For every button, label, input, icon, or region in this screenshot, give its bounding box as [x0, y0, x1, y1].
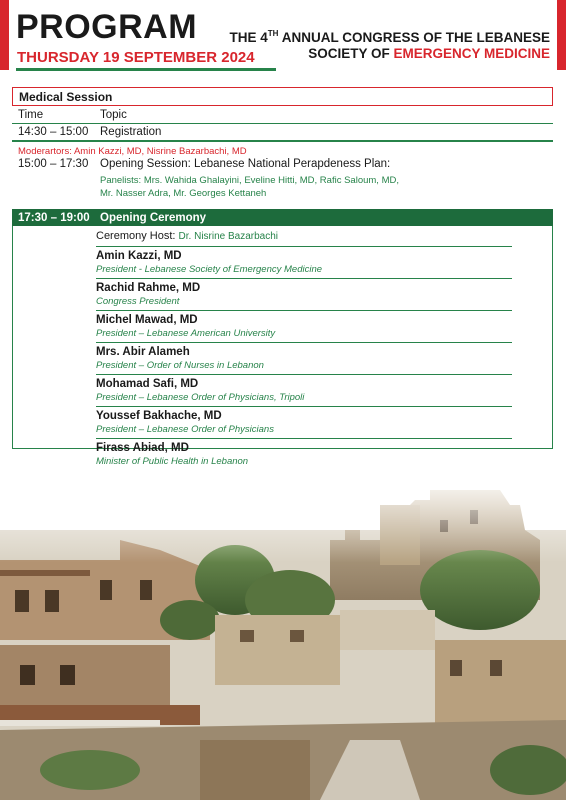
program-date: THURSDAY 19 SEPTEMBER 2024 — [17, 49, 255, 66]
speaker-role: President – Lebanese American University — [96, 328, 276, 339]
speaker-role: President – Order of Nurses in Lebanon — [96, 360, 264, 371]
congress-title — [230, 30, 550, 62]
col-time-header: Time — [18, 108, 44, 121]
registration-topic: Registration — [100, 126, 162, 138]
ceremony-host — [96, 229, 512, 247]
speaker-item — [96, 279, 512, 311]
speaker-role: President – Lebanese Order of Physicians — [96, 424, 274, 435]
panelists-line-1: Panelists: Mrs. Wahida Ghalayini, Eveline Hitti, MD, Rafic Saloum, MD, — [100, 175, 399, 186]
right-accent-bar — [557, 0, 566, 70]
table-header — [12, 106, 553, 124]
title-underline — [16, 68, 276, 71]
schedule-panel — [12, 87, 553, 467]
speaker-name: Michel Mawad, MD — [96, 314, 198, 326]
speaker-item — [96, 439, 512, 470]
opening-session-row — [12, 157, 553, 200]
speaker-name: Firass Abiad, MD — [96, 442, 189, 454]
speaker-item — [96, 247, 512, 279]
speaker-name: Amin Kazzi, MD — [96, 250, 182, 262]
session-title: Medical Session — [12, 87, 553, 106]
registration-row — [12, 124, 553, 142]
speaker-name: Rachid Rahme, MD — [96, 282, 201, 294]
registration-time: 14:30 – 15:00 — [18, 126, 89, 138]
panelists-line-2: Mr. Nasser Adra, Mr. Georges Kettaneh — [100, 188, 267, 199]
opening-topic: Opening Session: Lebanese National Perapdeness Plan: — [100, 158, 391, 170]
left-accent-bar — [0, 0, 9, 70]
moderators-line: Moderartors: Amin Kazzi, MD, Nisrine Bazarbachi, MD — [18, 146, 247, 157]
speaker-role: President – Lebanese Order of Physicians, Tripoli — [96, 392, 305, 403]
speaker-role: Congress President — [96, 296, 180, 307]
program-title: PROGRAM — [16, 8, 198, 46]
speaker-name: Mohamad Safi, MD — [96, 378, 199, 390]
host-label: Ceremony Host: — [96, 230, 176, 242]
speaker-role: President - Lebanese Society of Emergency Medicine — [96, 264, 323, 275]
congress-line-1: THE 4TH ANNUAL CONGRESS OF THE LEBANESE — [229, 29, 550, 45]
congress-line-2: SOCIETY OF EMERGENCY MEDICINE — [308, 46, 550, 61]
speaker-name: Youssef Bakhache, MD — [96, 410, 222, 422]
speaker-item — [96, 375, 512, 407]
speaker-item — [96, 343, 512, 375]
ceremony-time: 17:30 – 19:00 — [18, 211, 90, 224]
opening-time: 15:00 – 17:30 — [18, 158, 89, 170]
speaker-item — [96, 311, 512, 343]
speaker-role: Minister of Public Health in Lebanon — [96, 456, 249, 467]
ceremony-title: Opening Ceremony — [100, 211, 207, 224]
col-topic-header: Topic — [100, 108, 127, 121]
ceremony-body — [12, 226, 553, 467]
host-name: Dr. Nisrine Bazarbachi — [178, 231, 279, 242]
byblos-town-photo — [0, 470, 566, 800]
ceremony-header — [12, 209, 553, 226]
speaker-item — [96, 407, 512, 439]
speaker-name: Mrs. Abir Alameh — [96, 346, 190, 358]
